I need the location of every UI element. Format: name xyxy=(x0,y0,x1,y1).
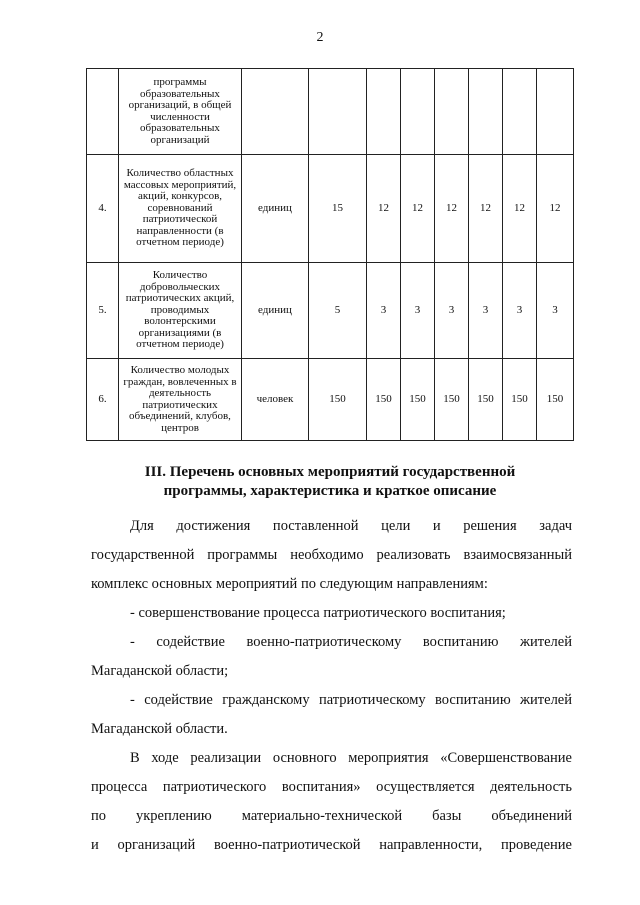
value-cell: 150 xyxy=(469,359,503,441)
value-cell: 12 xyxy=(367,155,401,263)
value-cell: 3 xyxy=(401,263,435,359)
table-row xyxy=(87,155,574,263)
value-cell: 150 xyxy=(401,359,435,441)
paragraph-line: государственной программы необходимо реализовать взаимосвязанный xyxy=(91,547,572,563)
value-cell: 3 xyxy=(537,263,574,359)
indicator-name: Количество областных массовых мероприятий, акций, конкурсов, соревнований патриотической направленности (в отчетном периоде) xyxy=(119,155,242,263)
paragraph-line: Магаданской области; xyxy=(91,663,229,679)
value-cell: 15 xyxy=(309,155,367,263)
table-row xyxy=(87,69,574,155)
value-cell: 12 xyxy=(503,155,537,263)
paragraph-line: Магаданской области. xyxy=(91,721,228,737)
value-cell xyxy=(469,69,503,155)
value-cell: 12 xyxy=(401,155,435,263)
paragraph-line: процесса патриотического воспитания» осуществляется деятельность xyxy=(91,779,572,795)
table-body xyxy=(87,69,574,441)
section-heading-line1: III. Перечень основных мероприятий государственной xyxy=(144,464,516,480)
row-number: 5. xyxy=(87,263,119,359)
value-cell xyxy=(367,69,401,155)
value-cell: 12 xyxy=(537,155,574,263)
table-row xyxy=(87,263,574,359)
value-cell: 3 xyxy=(367,263,401,359)
indicator-name: программы образовательных организаций, в общей численности образовательных организаций xyxy=(119,69,242,155)
row-number: 4. xyxy=(87,155,119,263)
unit-cell: человек xyxy=(242,359,309,441)
row-number xyxy=(87,69,119,155)
value-cell xyxy=(537,69,574,155)
value-cell: 150 xyxy=(503,359,537,441)
value-cell: 150 xyxy=(537,359,574,441)
section-heading-line2: программы, характеристика и краткое описание xyxy=(163,483,497,499)
paragraph-line: - совершенствование процесса патриотического воспитания; xyxy=(130,605,506,621)
value-cell: 150 xyxy=(309,359,367,441)
indicator-name: Количество молодых граждан, вовлеченных в деятельность патриотических объединений, клубов, центров xyxy=(119,359,242,441)
page-number: 2 xyxy=(316,30,324,45)
value-cell: 3 xyxy=(503,263,537,359)
paragraph-line: по укреплению материально-технической базы объединений xyxy=(91,808,572,824)
paragraph-line: комплекс основных мероприятий по следующим направлениям: xyxy=(91,576,488,592)
value-cell: 150 xyxy=(367,359,401,441)
paragraph-line: и организаций военно-патриотической направленности, проведение xyxy=(91,837,572,853)
value-cell: 12 xyxy=(435,155,469,263)
unit-cell xyxy=(242,69,309,155)
indicator-name: Количество добровольческих патриотических акций, проводимых волонтерскими организациями (в отчетном периоде) xyxy=(119,263,242,359)
value-cell xyxy=(309,69,367,155)
unit-cell: единиц xyxy=(242,155,309,263)
value-cell: 3 xyxy=(469,263,503,359)
body-text xyxy=(91,512,572,860)
value-cell: 150 xyxy=(435,359,469,441)
value-cell xyxy=(401,69,435,155)
paragraph-line: - содействие гражданскому патриотическому воспитанию жителей xyxy=(130,692,572,708)
value-cell xyxy=(503,69,537,155)
value-cell xyxy=(435,69,469,155)
unit-cell: единиц xyxy=(242,263,309,359)
row-number: 6. xyxy=(87,359,119,441)
value-cell: 12 xyxy=(469,155,503,263)
section-heading xyxy=(80,463,580,501)
paragraph-line: Для достижения поставленной цели и решения задач xyxy=(130,518,572,534)
table-row xyxy=(87,359,574,441)
value-cell: 5 xyxy=(309,263,367,359)
indicators-table xyxy=(86,68,574,441)
paragraph-line: - содействие военно-патриотическому воспитанию жителей xyxy=(130,634,572,650)
value-cell: 3 xyxy=(435,263,469,359)
paragraph-line: В ходе реализации основного мероприятия «Совершенствование xyxy=(130,750,572,766)
